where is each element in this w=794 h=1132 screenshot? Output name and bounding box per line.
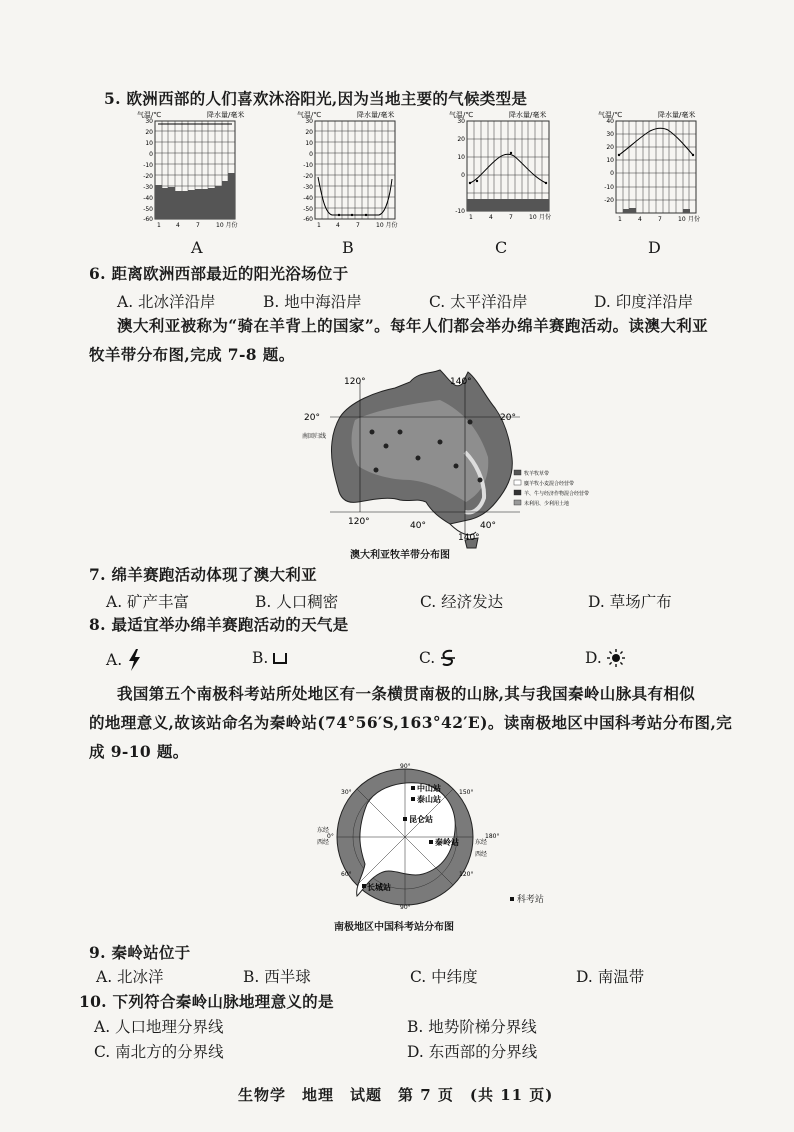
svg-text:西经: 西经	[475, 851, 488, 858]
svg-text:140°: 140°	[450, 377, 472, 387]
svg-text:0: 0	[461, 172, 465, 179]
svg-text:1: 1	[469, 214, 473, 221]
page-footer: 生物学 地理 试题 第 7 页 (共 11 页)	[238, 1086, 554, 1104]
svg-text:1: 1	[317, 222, 321, 229]
svg-text:气温/℃: 气温/℃	[598, 111, 623, 119]
sun-icon	[607, 649, 625, 667]
svg-text:气温/℃: 气温/℃	[449, 111, 474, 119]
svg-text:30: 30	[457, 118, 465, 125]
q8-option-a-label: A.	[106, 651, 123, 669]
q9-option-a[interactable]: A. 北冰洋	[96, 968, 164, 986]
q8-option-b-label: B.	[252, 649, 269, 667]
svg-text:月份: 月份	[688, 216, 701, 223]
typhoon-icon	[440, 649, 456, 667]
svg-text:西经: 西经	[317, 839, 330, 846]
chart-label-d: D	[648, 238, 661, 257]
intro-9-10-line2: 的地理意义,故该站命名为秦岭站(74°56′S,163°42′E)。读南极地区中国科考站分布图,完	[89, 713, 733, 732]
svg-text:20: 20	[145, 129, 153, 136]
climate-chart-c	[447, 107, 562, 232]
q9-stem: 9. 秦岭站位于	[89, 943, 191, 962]
svg-text:-50: -50	[303, 206, 313, 213]
svg-text:30: 30	[606, 131, 614, 138]
svg-text:-10: -10	[303, 162, 313, 169]
q7-option-b[interactable]: B. 人口稠密	[255, 593, 339, 611]
climate-chart-b	[295, 107, 410, 232]
q8-option-a[interactable]	[106, 649, 141, 671]
svg-text:-10: -10	[455, 208, 465, 215]
svg-text:7: 7	[509, 214, 513, 221]
svg-text:4: 4	[638, 216, 642, 223]
australia-map-caption: 澳大利亚牧羊带分布图	[350, 550, 450, 561]
svg-text:降水量/毫米: 降水量/毫米	[357, 111, 395, 119]
svg-text:长城站: 长城站	[367, 883, 391, 892]
svg-text:东经: 东经	[317, 827, 330, 834]
svg-text:40°: 40°	[410, 521, 426, 531]
svg-text:牧羊牧草带: 牧羊牧草带	[524, 471, 550, 477]
intro-7-8-line2: 牧羊带分布图,完成 7-8 题。	[89, 345, 295, 364]
svg-text:未利用、少利用土地: 未利用、少利用土地	[524, 501, 570, 507]
svg-text:4: 4	[336, 222, 340, 229]
svg-text:20°: 20°	[304, 413, 320, 423]
antarctica-station-map	[305, 764, 505, 910]
q8-stem: 8. 最适宜举办绵羊赛跑活动的天气是	[89, 615, 349, 634]
q10-option-b[interactable]: B. 地势阶梯分界线	[407, 1018, 537, 1036]
q7-option-c[interactable]: C. 经济发达	[420, 593, 504, 611]
svg-text:10: 10	[678, 216, 686, 223]
svg-text:0°: 0°	[327, 833, 334, 840]
svg-text:140°: 140°	[458, 533, 480, 543]
svg-text:10: 10	[606, 157, 614, 164]
svg-text:7: 7	[658, 216, 662, 223]
svg-text:90°: 90°	[400, 904, 411, 911]
svg-text:-20: -20	[143, 173, 153, 180]
svg-text:秦岭站: 秦岭站	[435, 838, 459, 847]
svg-text:-30: -30	[143, 184, 153, 191]
svg-text:10 月份: 10 月份	[376, 222, 398, 229]
q6-stem: 6. 距离欧洲西部最近的阳光浴场位于	[89, 264, 349, 283]
svg-text:30: 30	[145, 118, 153, 125]
q8-option-b[interactable]	[252, 649, 287, 667]
svg-text:30: 30	[305, 118, 313, 125]
q6-option-d[interactable]: D. 印度洋沿岸	[594, 293, 694, 311]
q8-option-d-label: D.	[585, 649, 602, 667]
q10-option-d[interactable]: D. 东西部的分界线	[407, 1043, 538, 1061]
precip-axis-title: 降水量/毫米	[207, 111, 245, 119]
svg-text:月份: 月份	[539, 214, 552, 221]
svg-text:-50: -50	[143, 206, 153, 213]
svg-text:10: 10	[145, 140, 153, 147]
svg-text:泰山站: 泰山站	[417, 795, 441, 804]
svg-text:降水量/毫米: 降水量/毫米	[658, 111, 696, 119]
chart-label-a: A	[191, 238, 203, 257]
sandstorm-icon	[273, 651, 287, 665]
svg-text:120°: 120°	[344, 377, 366, 387]
svg-text:中山站: 中山站	[417, 784, 441, 793]
station-marker-icon	[510, 897, 514, 901]
q10-stem: 10. 下列符合秦岭山脉地理意义的是	[79, 992, 334, 1011]
svg-text:-30: -30	[303, 184, 313, 191]
svg-text:90°: 90°	[400, 763, 411, 770]
svg-text:-40: -40	[303, 195, 313, 202]
svg-text:20: 20	[305, 129, 313, 136]
svg-text:180°: 180°	[485, 833, 500, 840]
q5-stem: 5. 欧洲西部的人们喜欢沐浴阳光,因为当地主要的气候类型是	[104, 89, 528, 108]
q6-option-a[interactable]: A. 北冰洋沿岸	[117, 293, 216, 311]
svg-text:7: 7	[196, 222, 200, 229]
intro-9-10-line1: 我国第五个南极科考站所处地区有一条横贯南极的山脉,其与我国秦岭山脉具有相似	[117, 684, 696, 703]
svg-text:-20: -20	[303, 173, 313, 180]
intro-7-8-line1: 澳大利亚被称为“骑在羊背上的国家”。每年人们都会举办绵羊赛跑活动。读澳大利亚	[117, 316, 709, 335]
q9-option-d[interactable]: D. 南温带	[576, 968, 645, 986]
svg-text:10: 10	[529, 214, 537, 221]
q6-option-b[interactable]: B. 地中海沿岸	[263, 293, 362, 311]
svg-text:150°: 150°	[459, 789, 474, 796]
intro-9-10-line3: 成 9-10 题。	[89, 742, 189, 761]
lightning-icon	[127, 649, 141, 671]
svg-text:0: 0	[610, 170, 614, 177]
svg-text:降水量/毫米: 降水量/毫米	[509, 111, 547, 119]
svg-text:麋羊牧小麦混合经营带: 麋羊牧小麦混合经营带	[524, 481, 575, 487]
q8-option-c[interactable]	[419, 649, 456, 667]
svg-text:30°: 30°	[341, 789, 352, 796]
q9-option-b[interactable]: B. 西半球	[243, 968, 311, 986]
q8-option-d[interactable]	[585, 649, 625, 667]
q7-stem: 7. 绵羊赛跑活动体现了澳大利亚	[89, 565, 317, 584]
svg-text:1: 1	[157, 222, 161, 229]
climate-chart-a	[135, 107, 250, 232]
svg-text:0: 0	[309, 151, 313, 158]
svg-text:昆仑站: 昆仑站	[409, 815, 433, 824]
svg-text:羊、牛与经济作物混合经营带: 羊、牛与经济作物混合经营带	[524, 491, 590, 497]
australia-sheep-map	[300, 362, 590, 543]
svg-text:40: 40	[606, 118, 614, 125]
q8-option-c-label: C.	[419, 649, 436, 667]
svg-text:气温/℃: 气温/℃	[297, 111, 322, 119]
svg-text:-40: -40	[143, 195, 153, 202]
svg-text:7: 7	[356, 222, 360, 229]
svg-text:10: 10	[457, 154, 465, 161]
q7-option-a[interactable]: A. 矿产丰富	[106, 593, 190, 611]
q10-option-a[interactable]: A. 人口地理分界线	[94, 1018, 224, 1036]
svg-text:-10: -10	[143, 162, 153, 169]
svg-text:4: 4	[176, 222, 180, 229]
svg-text:10: 10	[305, 140, 313, 147]
svg-text:-10: -10	[604, 184, 614, 191]
antarctica-map-legend: 科考站	[510, 892, 544, 905]
svg-text:东经: 东经	[475, 839, 488, 846]
q9-option-c[interactable]: C. 中纬度	[410, 968, 478, 986]
antarctica-map-caption: 南极地区中国科考站分布图	[334, 922, 454, 933]
temp-axis-title: 气温/℃	[137, 111, 162, 119]
svg-text:40°: 40°	[480, 521, 496, 531]
svg-text:4: 4	[489, 214, 493, 221]
q10-option-c[interactable]: C. 南北方的分界线	[94, 1043, 224, 1061]
q7-option-d[interactable]: D. 草场广布	[588, 593, 672, 611]
chart-label-c: C	[495, 238, 508, 257]
svg-text:20°: 20°	[500, 413, 516, 423]
svg-text:南回归线: 南回归线	[302, 433, 327, 440]
svg-text:120°: 120°	[348, 517, 370, 527]
svg-text:1: 1	[618, 216, 622, 223]
svg-text:10 月份: 10 月份	[216, 222, 238, 229]
svg-text:20: 20	[606, 144, 614, 151]
climate-chart-d	[596, 107, 711, 232]
svg-text:-60: -60	[303, 216, 313, 223]
svg-text:-20: -20	[604, 197, 614, 204]
q6-option-c[interactable]: C. 太平洋沿岸	[429, 293, 528, 311]
svg-text:60°: 60°	[341, 871, 352, 878]
chart-label-b: B	[342, 238, 354, 257]
svg-text:20: 20	[457, 136, 465, 143]
svg-text:0: 0	[149, 151, 153, 158]
svg-text:120°: 120°	[459, 871, 474, 878]
svg-text:-60: -60	[143, 216, 153, 223]
